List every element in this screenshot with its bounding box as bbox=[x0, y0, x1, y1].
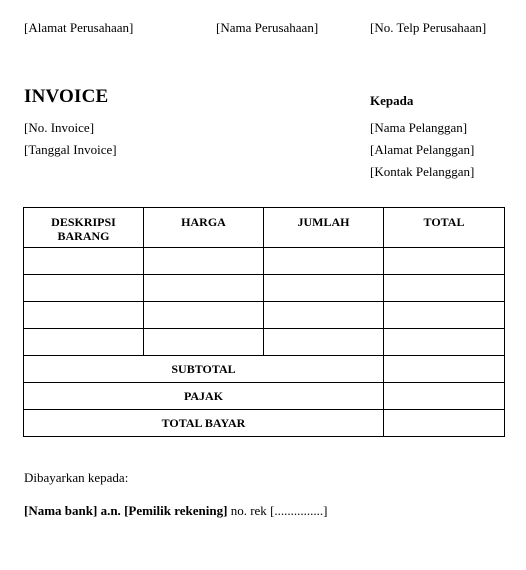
table-cell[interactable] bbox=[24, 329, 144, 356]
customer-address: [Alamat Pelanggan] bbox=[370, 142, 475, 157]
grand-total-label: TOTAL BAYAR bbox=[24, 410, 384, 437]
tax-row bbox=[24, 383, 505, 410]
table-cell[interactable] bbox=[384, 275, 505, 302]
table-row bbox=[24, 302, 505, 329]
column-header-description: DESKRIPSI BARANG bbox=[24, 208, 144, 248]
customer-contact: [Kontak Pelanggan] bbox=[370, 164, 475, 179]
invoice-title: INVOICE bbox=[24, 86, 109, 107]
table-cell[interactable] bbox=[264, 302, 384, 329]
account-owner: [Pemilik rekening] bbox=[124, 503, 228, 518]
table-cell[interactable] bbox=[384, 248, 505, 275]
table-cell[interactable] bbox=[264, 329, 384, 356]
invoice-date: [Tanggal Invoice] bbox=[24, 142, 117, 157]
pay-to-label: Dibayarkan kepada: bbox=[24, 470, 129, 485]
column-header-price: HARGA bbox=[144, 208, 264, 248]
table-row bbox=[24, 275, 505, 302]
customer-name: [Nama Pelanggan] bbox=[370, 120, 468, 135]
subtotal-value[interactable] bbox=[384, 356, 505, 383]
company-phone: [No. Telp Perusahaan] bbox=[370, 20, 487, 35]
table-cell[interactable] bbox=[24, 302, 144, 329]
recipient-label: Kepada bbox=[370, 93, 414, 108]
table-cell[interactable] bbox=[264, 275, 384, 302]
table-row bbox=[24, 248, 505, 275]
table-cell[interactable] bbox=[24, 248, 144, 275]
table-row bbox=[24, 329, 505, 356]
account-number: [...............] bbox=[270, 503, 328, 518]
table-cell[interactable] bbox=[144, 248, 264, 275]
table-cell[interactable] bbox=[144, 275, 264, 302]
tax-label: PAJAK bbox=[24, 383, 384, 410]
table-cell[interactable] bbox=[384, 329, 505, 356]
table-header-row bbox=[24, 208, 505, 248]
company-address: [Alamat Perusahaan] bbox=[24, 20, 134, 35]
column-header-total: TOTAL bbox=[384, 208, 505, 248]
subtotal-row bbox=[24, 356, 505, 383]
invoice-number: [No. Invoice] bbox=[24, 120, 95, 135]
table-cell[interactable] bbox=[144, 329, 264, 356]
account-number-label: no. rek bbox=[230, 503, 267, 518]
table-cell[interactable] bbox=[264, 248, 384, 275]
grand-total-row bbox=[24, 410, 505, 437]
column-header-quantity: JUMLAH bbox=[264, 208, 384, 248]
tax-value[interactable] bbox=[384, 383, 505, 410]
table-cell[interactable] bbox=[24, 275, 144, 302]
bank-name: [Nama bank] bbox=[24, 503, 98, 518]
invoice-items-table bbox=[23, 207, 505, 437]
on-behalf-label: a.n. bbox=[100, 503, 121, 518]
company-name: [Nama Perusahaan] bbox=[216, 20, 319, 35]
table-cell[interactable] bbox=[384, 302, 505, 329]
table-cell[interactable] bbox=[144, 302, 264, 329]
bank-details bbox=[24, 503, 327, 519]
subtotal-label: SUBTOTAL bbox=[24, 356, 384, 383]
grand-total-value[interactable] bbox=[384, 410, 505, 437]
